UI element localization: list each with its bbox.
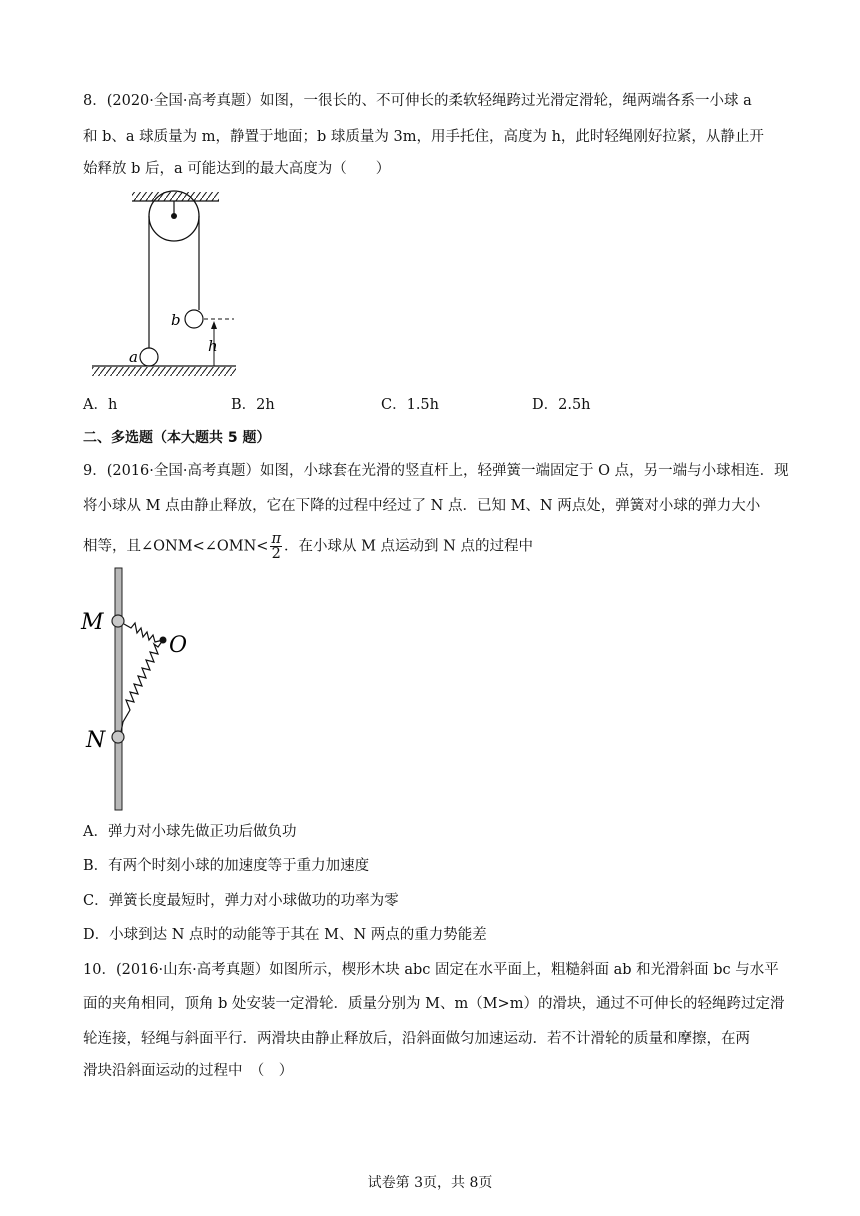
vertical-rod (115, 568, 122, 810)
label-h: h (208, 337, 218, 355)
q8-option-c: C．1.5h (381, 397, 439, 413)
section-heading: 二、多选题（本大题共 5 题） (83, 430, 271, 446)
q9-option-b: B．有两个时刻小球的加速度等于重力加速度 (83, 858, 370, 874)
q10-line-3: 轮连接，轻绳与斜面平行．两滑块由静止释放后，沿斜面做匀加速运动．若不计滑轮的质量和摩擦，在两 (83, 1031, 750, 1047)
ball-n (112, 731, 124, 743)
q10-line-4: 滑块沿斜面运动的过程中 （ ） (83, 1063, 294, 1079)
pi-over-2-fraction: $\frac{\pi}{2}$ (271, 531, 281, 562)
label-a: a (129, 348, 138, 366)
q9-line-3-post: ．在小球从 M 点运动到 N 点的过程中 (283, 538, 533, 555)
q9-line-2: 将小球从 M 点由静止释放，它在下降的过程中经过了 N 点．已知 M、N 两点处，弹簧对小球的弹力大小 (83, 498, 761, 514)
label-b: b (171, 311, 181, 329)
q10-line-2: 面的夹角相同，顶角 b 处安装一定滑轮．质量分别为 M、m（M>m）的滑块，通过不可伸长的轻绳跨过定滑 (83, 996, 785, 1012)
label-o: O (169, 633, 188, 658)
q8-option-d: D．2.5h (532, 397, 591, 413)
ball-b (185, 310, 203, 328)
q8-line-3: 始释放 b 后，a 可能达到的最大高度为（ ） (83, 161, 391, 177)
ball-a (140, 348, 158, 366)
q9-option-d: D．小球到达 N 点时的动能等于其在 M、N 两点的重力势能差 (83, 927, 487, 943)
q9-line-3-pre: 相等，且∠ONM<∠OMN< (83, 538, 269, 555)
ball-m (112, 615, 124, 627)
q9-line-3 (83, 532, 533, 561)
spring-rod-figure (78, 562, 198, 814)
label-n: N (86, 728, 106, 753)
pulley-figure (88, 190, 243, 380)
label-m: M (81, 610, 104, 635)
q9-line-1: 9．(2016·全国·高考真题）如图，小球套在光滑的竖直杆上，轻弹簧一端固定于 O 点，另一端与小球相连．现 (83, 463, 789, 479)
q9-option-a: A．弹力对小球先做正功后做负功 (83, 824, 297, 840)
page-footer: 试卷第 3页，共 8页 (367, 1175, 493, 1191)
q8-line-2: 和 b、a 球质量为 m，静置于地面；b 球质量为 3m，用手托住，高度为 h，此时轻绳刚好拉紧，从静止开 (83, 129, 764, 145)
point-o (160, 637, 167, 644)
q9-option-c: C．弹簧长度最短时，弹力对小球做功的功率为零 (83, 893, 399, 909)
q8-option-a: A．h (83, 397, 118, 413)
q8-line-1: 8．(2020·全国·高考真题）如图，一很长的、不可伸长的柔软轻绳跨过光滑定滑轮，绳两端各系一小球 a (83, 93, 752, 109)
q8-option-b: B．2h (231, 397, 275, 413)
q10-line-1: 10．(2016·山东·高考真题）如图所示，楔形木块 abc 固定在水平面上，粗糙斜面 ab 和光滑斜面 bc 与水平 (83, 962, 779, 978)
